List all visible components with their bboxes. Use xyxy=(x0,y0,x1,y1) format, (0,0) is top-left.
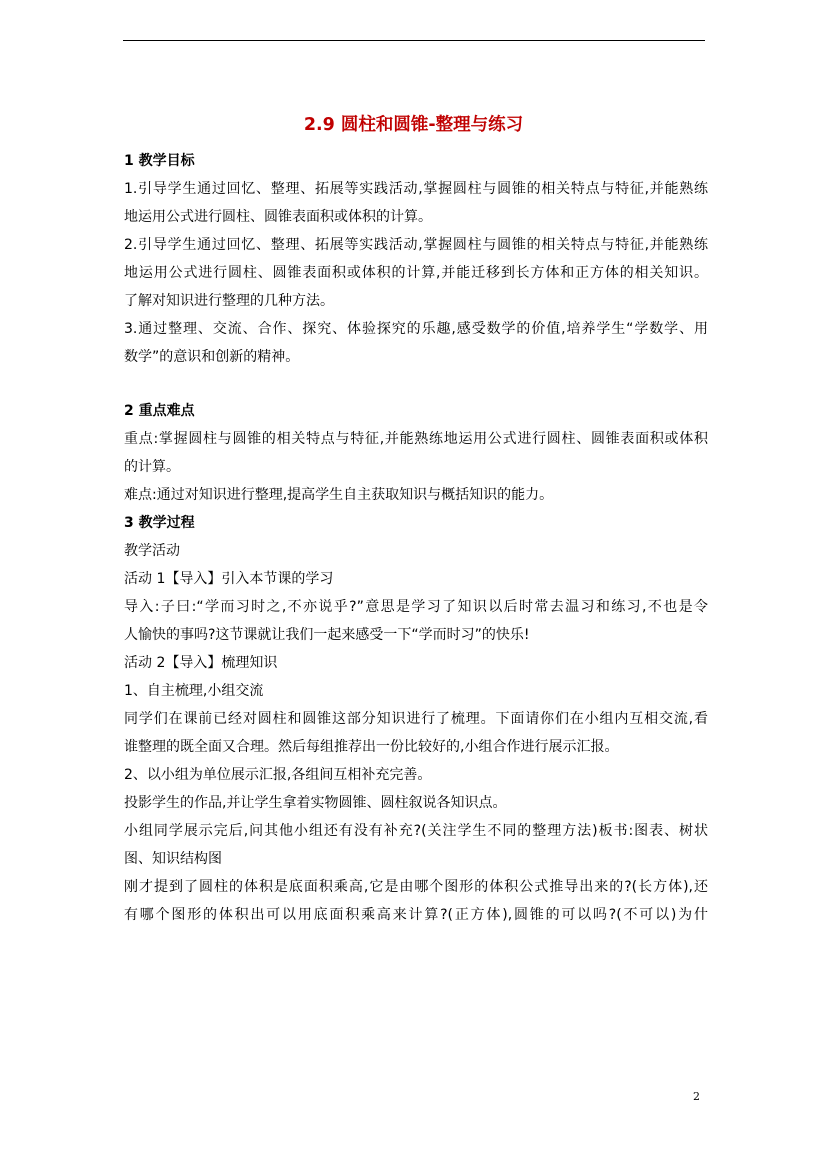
text-line: 1、自主梳理,小组交流 xyxy=(124,683,264,699)
text-line: 重点:掌握圆柱与圆锥的相关特点与特征,并能熟练地运用公式进行圆柱、圆锥表面积或体积 xyxy=(124,431,708,447)
document-title: 2.9 圆柱和圆锥-整理与练习 xyxy=(303,115,524,135)
paragraph-gap xyxy=(124,371,708,397)
text-line: 了解对知识进行整理的几种方法。 xyxy=(124,293,334,309)
text-line: 2、以小组为单位展示汇报,各组间互相补充完善。 xyxy=(124,767,432,783)
text-line: 地运用公式进行圆柱、圆锥表面积或体积的计算,并能迁移到长方体和正方体的相关知识。 xyxy=(124,265,708,281)
section-heading: 1 教学目标 xyxy=(124,153,195,169)
text-line: 导入:子曰:“学而习时之,不亦说乎?”意思是学习了知识以后时常去温习和练习,不也是令 xyxy=(124,599,708,615)
text-line: 同学们在课前已经对圆柱和圆锥这部分知识进行了梳理。下面请你们在小组内互相交流,看 xyxy=(124,711,708,727)
text-line: 投影学生的作品,并让学生拿着实物圆锥、圆柱叙说各知识点。 xyxy=(124,795,507,811)
text-line: 地运用公式进行圆柱、圆锥表面积或体积的计算。 xyxy=(124,209,432,225)
text-line: 教学活动 xyxy=(124,543,180,559)
text-line: 1.引导学生通过回忆、整理、拓展等实践活动,掌握圆柱与圆锥的相关特点与特征,并能熟练 xyxy=(124,181,708,197)
text-line: 难点:通过对知识进行整理,提高学生自主获取知识与概括知识的能力。 xyxy=(124,487,554,503)
text-line: 人愉快的事吗?这节课就让我们一起来感受一下“学而时习”的快乐! xyxy=(124,627,530,643)
text-line: 有哪个图形的体积出可以用底面积乘高来计算?(正方体),圆锥的可以吗?(不可以)为什 xyxy=(124,907,708,923)
text-line: 小组同学展示完后,问其他小组还有没有补充?(关注学生不同的整理方法)板书:图表、树状 xyxy=(124,823,708,839)
header-rule xyxy=(123,40,705,41)
text-line: 2.引导学生通过回忆、整理、拓展等实践活动,掌握圆柱与圆锥的相关特点与特征,并能熟练 xyxy=(124,237,708,253)
page-number: 2 xyxy=(693,1090,700,1103)
text-line: 刚才提到了圆柱的体积是底面积乘高,它是由哪个图形的体积公式推导出来的?(长方体),还 xyxy=(124,879,708,895)
section-heading: 3 教学过程 xyxy=(124,515,195,531)
document-body xyxy=(124,147,708,929)
text-line: 活动 2【导入】梳理知识 xyxy=(124,655,278,671)
text-line: 3.通过整理、交流、合作、探究、体验探究的乐趣,感受数学的价值,培养学生“学数学、用 xyxy=(124,321,708,337)
text-line: 谁整理的既全面又合理。然后每组推荐出一份比较好的,小组合作进行展示汇报。 xyxy=(124,739,619,755)
text-line: 图、知识结构图 xyxy=(124,851,222,867)
text-line: 的计算。 xyxy=(124,459,180,475)
text-line: 数学”的意识和创新的精神。 xyxy=(124,349,300,365)
section-heading: 2 重点难点 xyxy=(124,403,195,419)
text-line: 活动 1【导入】引入本节课的学习 xyxy=(124,571,334,587)
